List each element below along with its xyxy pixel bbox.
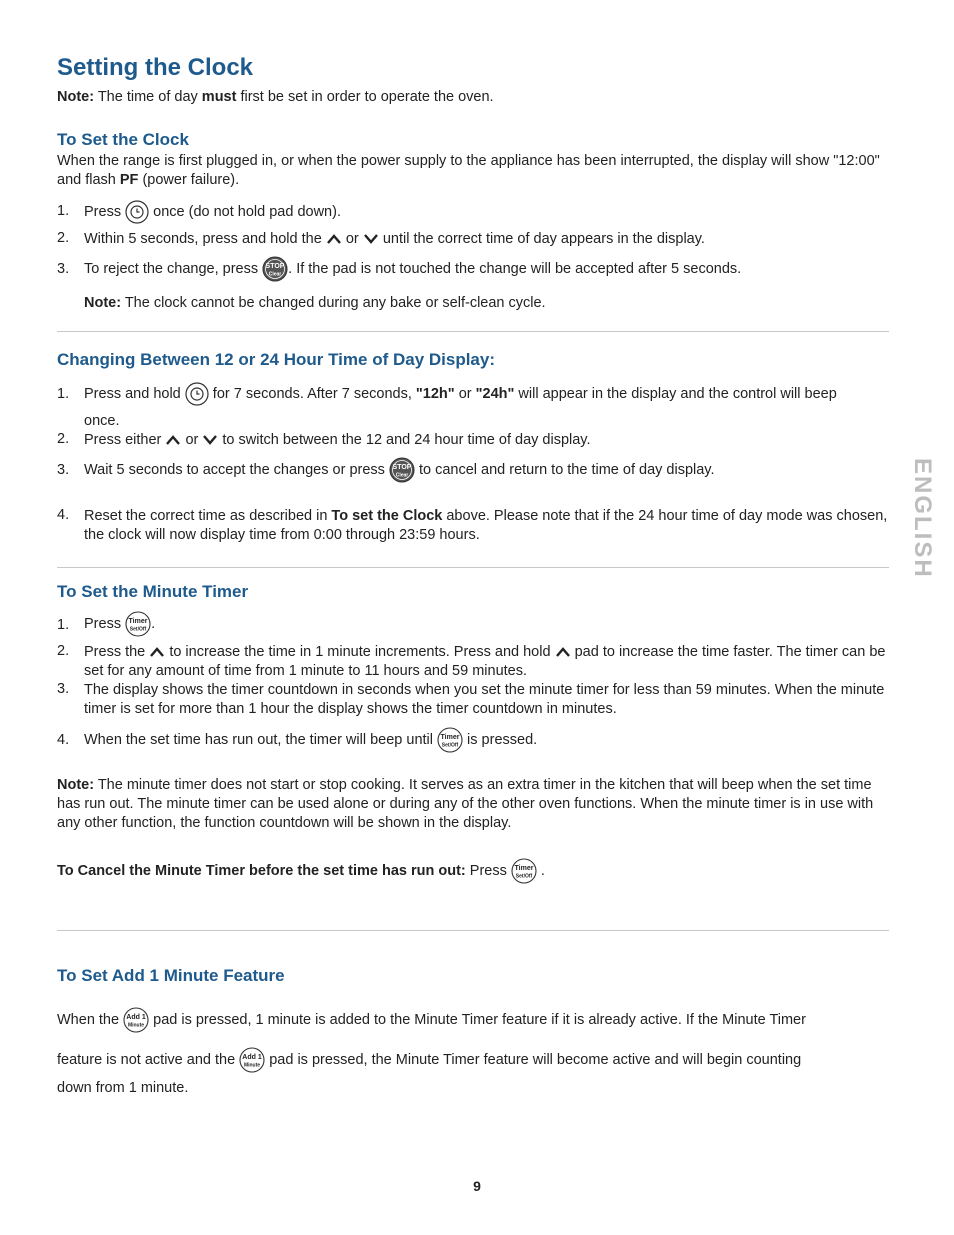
step-number: 2. bbox=[57, 230, 70, 246]
svg-text:STOP: STOP bbox=[265, 263, 285, 271]
step-number: 3. bbox=[57, 681, 70, 697]
up-arrow-icon bbox=[149, 646, 165, 658]
svg-text:Timer: Timer bbox=[514, 865, 534, 873]
set-clock-step-1: Press once (do not hold pad down). bbox=[84, 199, 341, 225]
step-number: 3. bbox=[57, 261, 70, 277]
down-arrow-icon bbox=[202, 434, 218, 446]
up-arrow-icon bbox=[326, 233, 342, 245]
up-arrow-icon bbox=[555, 646, 571, 658]
set-clock-intro: When the range is first plugged in, or when the power supply to the appliance has been interrupted, the display will show "12:00" and flash PF (power failure). bbox=[57, 153, 880, 188]
clock-pad-icon bbox=[185, 382, 209, 406]
svg-text:Clear: Clear bbox=[395, 472, 409, 479]
svg-text:Minute: Minute bbox=[244, 1062, 261, 1069]
timer-step-4: When the set time has run out, the timer will beep until Timer Set/Off is pressed. bbox=[84, 727, 537, 753]
step-number: 1. bbox=[57, 203, 70, 219]
heading-set-clock: To Set the Clock bbox=[57, 130, 189, 149]
svg-text:Timer: Timer bbox=[128, 618, 148, 626]
intro-note: Note: The time of day must first be set in order to operate the oven. bbox=[57, 89, 494, 105]
step-number: 2. bbox=[57, 643, 70, 659]
clock-pad-icon bbox=[125, 200, 149, 224]
divider bbox=[57, 331, 889, 332]
timer-pad-icon bbox=[511, 858, 537, 884]
cancel-timer-line: To Cancel the Minute Timer before the set time has run out: Press Timer Set/Off . bbox=[57, 858, 545, 884]
timer-pad-icon bbox=[125, 611, 151, 637]
timer-step-1: Press Timer Set/Off . bbox=[84, 611, 155, 637]
add-one-minute-pad-icon bbox=[239, 1047, 265, 1073]
svg-text:Set/Off: Set/Off bbox=[515, 873, 533, 880]
hour-mode-step-4: Reset the correct time as described in To set the Clock above. Please note that if the 24 hour time of day mode was chosen, the clock will now display time from 0:00 through 23:59 hours. bbox=[84, 508, 888, 543]
heading-minute-timer: To Set the Minute Timer bbox=[57, 582, 249, 601]
add-minute-line-3: down from 1 minute. bbox=[57, 1080, 189, 1096]
timer-pad-icon bbox=[437, 727, 463, 753]
set-clock-note: Note: The clock cannot be changed during any bake or self-clean cycle. bbox=[84, 295, 546, 311]
svg-text:Set/Off: Set/Off bbox=[441, 742, 459, 749]
svg-text:Set/Off: Set/Off bbox=[129, 626, 147, 633]
timer-note: Note: The minute timer does not start or stop cooking. It serves as an extra timer in the kitchen that will beep when the set time has run out. The minute timer can be used alone or during any of the other oven functions. When the minute timer is in use with any other function, the function countdown will be shown in the display. bbox=[57, 777, 874, 831]
svg-text:Add 1: Add 1 bbox=[126, 1014, 146, 1022]
hour-mode-step-3: Wait 5 seconds to accept the changes or press STOP Clear to cancel and return to the time of day display. bbox=[84, 457, 715, 483]
divider bbox=[57, 567, 889, 568]
step-number: 2. bbox=[57, 431, 70, 447]
svg-text:Add 1: Add 1 bbox=[242, 1054, 262, 1062]
step-number: 4. bbox=[57, 507, 70, 523]
hour-mode-step-1-cont: once. bbox=[84, 413, 120, 429]
svg-text:Minute: Minute bbox=[128, 1022, 145, 1029]
hour-mode-step-1: Press and hold for 7 seconds. After 7 seconds, "12h" or "24h" will appear in the display and the control will beep bbox=[84, 381, 837, 407]
stop-clear-pad-icon bbox=[262, 256, 288, 282]
step-number: 1. bbox=[57, 617, 70, 633]
step-number: 3. bbox=[57, 462, 70, 478]
set-clock-step-3: To reject the change, press STOP Clear . If the pad is not touched the change will be accepted after 5 seconds. bbox=[84, 256, 741, 282]
set-clock-step-2: Within 5 seconds, press and hold the or until the correct time of day appears in the display. bbox=[84, 231, 705, 247]
divider bbox=[57, 930, 889, 931]
svg-text:STOP: STOP bbox=[392, 464, 412, 472]
step-number: 4. bbox=[57, 732, 70, 748]
step-number: 1. bbox=[57, 386, 70, 402]
stop-clear-pad-icon bbox=[389, 457, 415, 483]
page-title: Setting the Clock bbox=[57, 54, 254, 81]
add-minute-line-2: feature is not active and the Add 1 Minute pad is pressed, the Minute Timer feature will become active and will begin counting bbox=[57, 1047, 801, 1073]
timer-step-2: Press the to increase the time in 1 minute increments. Press and hold pad to increase the time faster. The timer can be set for any amount of time from 1 minute to 11 hours and 59 minutes. bbox=[84, 644, 886, 679]
up-arrow-icon bbox=[165, 434, 181, 446]
hour-mode-step-2: Press either or to switch between the 12 and 24 hour time of day display. bbox=[84, 432, 591, 448]
svg-text:Clear: Clear bbox=[268, 271, 282, 278]
add-one-minute-pad-icon bbox=[123, 1007, 149, 1033]
down-arrow-icon bbox=[363, 233, 379, 245]
language-tab: ENGLISH bbox=[909, 458, 936, 579]
heading-12-24-hour: Changing Between 12 or 24 Hour Time of Day Display: bbox=[57, 350, 496, 369]
add-minute-line-1: When the Add 1 Minute pad is pressed, 1 minute is added to the Minute Timer feature if it is already active. If the Minute Timer bbox=[57, 1007, 806, 1033]
svg-text:Timer: Timer bbox=[440, 734, 460, 742]
heading-add-minute: To Set Add 1 Minute Feature bbox=[57, 966, 285, 985]
page-number: 9 bbox=[473, 1178, 481, 1194]
timer-step-3: The display shows the timer countdown in seconds when you set the minute timer for less than 59 minutes. When the minute timer is set for more than 1 hour the display shows the timer countdown in minutes. bbox=[84, 682, 885, 717]
